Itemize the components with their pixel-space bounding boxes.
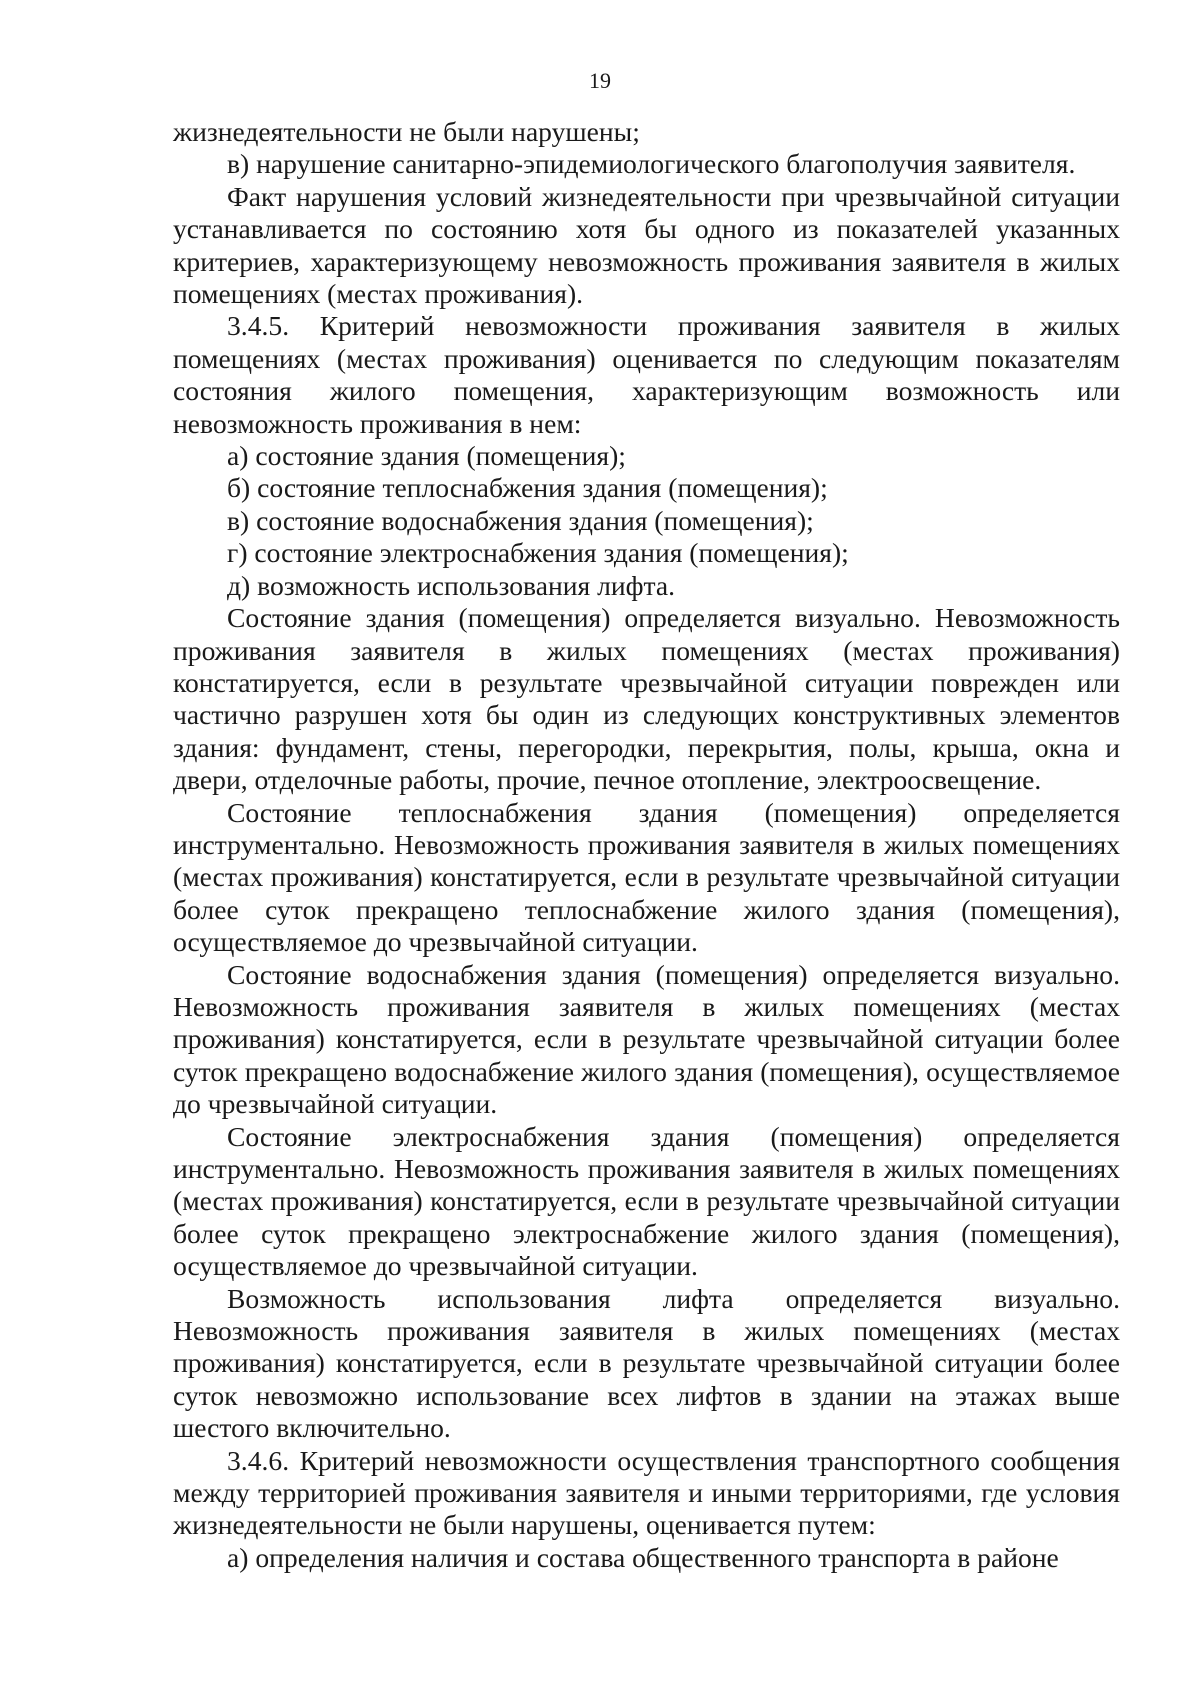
list-item-d: д) возможность использования лифта. bbox=[227, 569, 676, 601]
paragraph-continuation: жизнедеятельности не были нарушены; bbox=[173, 116, 640, 147]
list-item-a: а) состояние здания (помещения); bbox=[227, 440, 626, 472]
list-item-v: в) нарушение санитарно-эпидемиологического благополучия заявителя. bbox=[227, 148, 1076, 180]
paragraph-heating-state: Состояние теплоснабжения здания (помещения) определяется инструментально. Невозможность проживания заявителя в жилых помещениях (местах проживания) констатируется, если в результате чрезвычайной ситуации более суток прекращено теплоснабжение жилого здания (помещения), осуществляемое до чрезвычайной ситуации. bbox=[173, 796, 1120, 958]
paragraph-water-state: Состояние водоснабжения здания (помещения) определяется визуально. Невозможность проживания заявителя в жилых помещениях (местах проживания) констатируется, если в результате чрезвычайной ситуации более суток прекращено водоснабжение жилого здания (помещения), осуществляемое до чрезвычайной ситуации. bbox=[173, 958, 1120, 1120]
paragraph-power-state: Состояние электроснабжения здания (помещения) определяется инструментально. Невозможность проживания заявителя в жилых помещениях (местах проживания) констатируется, если в результате чрезвычайной ситуации более суток прекращено электроснабжение жилого здания (помещения), осуществляемое до чрезвычайной ситуации. bbox=[173, 1120, 1120, 1282]
document-body bbox=[173, 116, 1120, 1574]
list-item-v2: в) состояние водоснабжения здания (помещения); bbox=[227, 504, 814, 536]
list-item-g: г) состояние электроснабжения здания (помещения); bbox=[227, 537, 849, 569]
paragraph-violation-fact: Факт нарушения условий жизнедеятельности при чрезвычайной ситуации устанавливается по состоянию хотя бы одного из показателей указанных критериев, характеризующему невозможность проживания заявителя в жилых помещениях (местах проживания). bbox=[173, 180, 1120, 310]
page-number: 19 bbox=[589, 68, 611, 93]
list-item-a-transport: а) определения наличия и состава общественного транспорта в районе bbox=[227, 1541, 1059, 1573]
paragraph-building-state: Состояние здания (помещения) определяется визуально. Невозможность проживания заявителя в жилых помещениях (местах проживания) констатируется, если в результате чрезвычайной ситуации поврежден или частично разрушен хотя бы один из следующих конструктивных элементов здания: фундамент, стены, перегородки, перекрытия, полы, крыша, окна и двери, отделочные работы, прочие, печное отопление, электроосвещение. bbox=[173, 602, 1120, 796]
clause-3-4-5: 3.4.5. Критерий невозможности проживания заявителя в жилых помещениях (местах проживания) оценивается по следующим показателям состояния жилого помещения, характеризующим возможность или невозможность проживания в нем: bbox=[173, 310, 1120, 439]
paragraph-elevator-state: Возможность использования лифта определяется визуально. Невозможность проживания заявителя в жилых помещениях (местах проживания) констатируется, если в результате чрезвычайной ситуации более суток невозможно использование всех лифтов в здании на этажах выше шестого включительно. bbox=[173, 1282, 1120, 1444]
list-item-b: б) состояние теплоснабжения здания (помещения); bbox=[227, 472, 828, 504]
clause-3-4-6: 3.4.6. Критерий невозможности осуществления транспортного сообщения между территорией проживания заявителя и иными территориями, где условия жизнедеятельности не были нарушены, оценивается путем: bbox=[173, 1444, 1120, 1541]
